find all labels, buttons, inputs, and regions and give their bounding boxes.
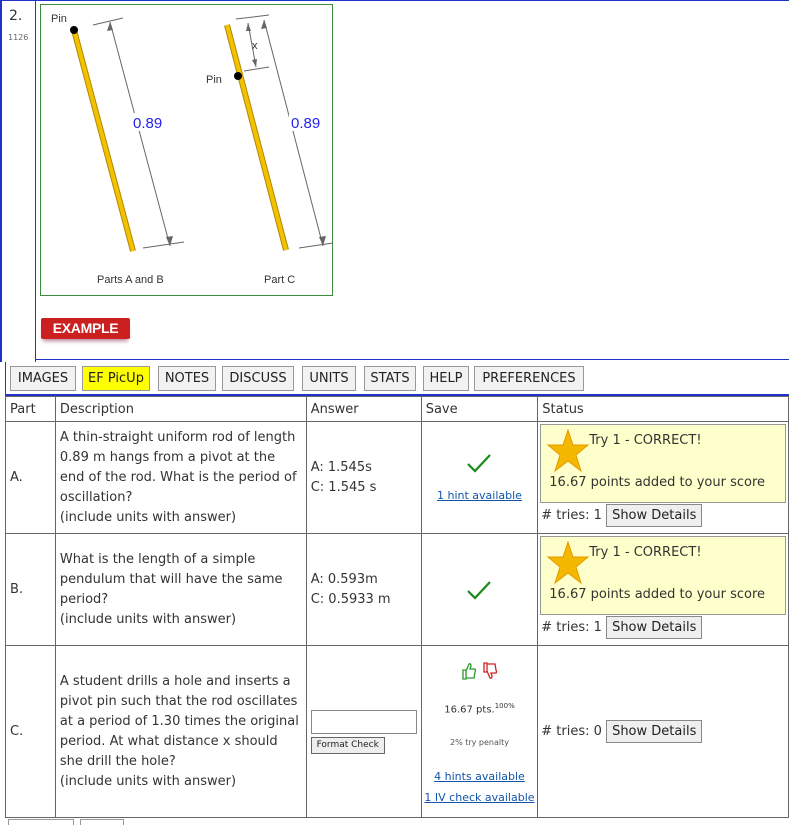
status-cell: [538, 534, 789, 646]
part-answer: [306, 422, 421, 534]
submitted-answer: A: 1.545s: [310, 459, 372, 475]
header-part: Part: [6, 397, 56, 422]
left-caption: Parts A and B: [97, 274, 164, 286]
try-result: Try 1 - CORRECT!: [589, 433, 702, 448]
status-cell: [538, 646, 789, 818]
tab-discuss[interactable]: DISCUSS: [222, 366, 294, 391]
hints-link[interactable]: 4 hints available: [434, 769, 525, 783]
description-text: What is the length of a simple pendulum that will have the same period?: [59, 551, 283, 607]
description-text: A thin-straight uniform rod of length 0.89 m hangs from a pivot at the end of the rod. What is the period of oscillation?: [59, 429, 297, 505]
correct-answer: C: 1.545 s: [310, 479, 377, 495]
right-pin-label: Pin: [206, 74, 222, 86]
correct-box: [540, 424, 786, 503]
thumbs-up-icon[interactable]: [461, 662, 477, 684]
pendulum-diagram: [41, 5, 334, 297]
tries-count: # tries: 1: [541, 620, 602, 635]
right-rod: [227, 25, 286, 250]
show-details-button[interactable]: Show Details: [606, 720, 702, 743]
points-added: 16.67 points added to your score: [549, 475, 766, 490]
x-label: x: [252, 40, 258, 52]
points-value: [422, 702, 538, 715]
tab-preferences[interactable]: PREFERENCES: [474, 366, 584, 391]
correct-answer: C: 0.5933 m: [310, 591, 391, 607]
points-amount: 16.67 pts.: [444, 704, 495, 716]
tab-help[interactable]: HELP: [423, 366, 469, 391]
units-note: (include units with answer): [59, 773, 237, 789]
part-label: C.: [6, 646, 56, 818]
status-cell: [538, 422, 789, 534]
frame-divider: [36, 359, 789, 360]
save-cell: [421, 422, 538, 534]
try-penalty: 2% try penalty: [449, 737, 509, 747]
try-result: Try 1 - CORRECT!: [589, 545, 702, 560]
tab-ef-picup[interactable]: EF PicUp: [82, 366, 150, 391]
header-status: Status: [538, 397, 789, 422]
example-button[interactable]: EXAMPLE: [41, 318, 130, 339]
left-pin-label: Pin: [51, 13, 67, 25]
table-row: [6, 534, 789, 646]
part-answer: [306, 534, 421, 646]
header-description: Description: [55, 397, 306, 422]
save-cell: [421, 646, 538, 818]
tab-stats[interactable]: STATS: [364, 366, 416, 391]
tries-count: # tries: 1: [541, 508, 602, 523]
tab-left-border: [5, 362, 6, 395]
format-check-button[interactable]: Format Check: [311, 737, 385, 754]
check-icon: [466, 579, 492, 601]
right-pin-dot: [234, 72, 242, 80]
tab-units[interactable]: UNITS: [302, 366, 356, 391]
save-cell: [421, 534, 538, 646]
units-note: (include units with answer): [59, 509, 237, 525]
answer-input[interactable]: [311, 710, 417, 734]
parts-table: [5, 396, 789, 818]
tries-row: [538, 503, 788, 531]
tries-count: # tries: 0: [541, 724, 602, 739]
points-added: 16.67 points added to your score: [549, 587, 766, 602]
star-icon: [547, 541, 589, 585]
show-details-button[interactable]: Show Details: [606, 616, 702, 639]
part-description: [55, 646, 306, 818]
part-label: B.: [6, 534, 56, 646]
correct-box: [540, 536, 786, 615]
right-caption: Part C: [264, 274, 296, 286]
check-icon: [466, 452, 492, 474]
part-label: A.: [6, 422, 56, 534]
part-description: [55, 422, 306, 534]
pendulum-figure: [40, 4, 333, 296]
left-length-value: 0.89: [133, 115, 163, 132]
tab-images[interactable]: IMAGES: [10, 366, 76, 391]
header-answer: Answer: [306, 397, 421, 422]
table-header-row: [6, 397, 789, 422]
table-row: [6, 646, 789, 818]
submitted-answer: A: 0.593m: [310, 571, 378, 587]
description-text: A student drills a hole and inserts a pivot pin such that the rod oscillates at a period of 1.30 times the original period. At what distance x should she drill the hole?: [59, 673, 299, 769]
right-length-value: 0.89: [291, 115, 321, 132]
table-row: [6, 422, 789, 534]
question-number: 2.: [9, 8, 23, 24]
star-icon: [547, 429, 589, 473]
question-id: 1126: [8, 33, 29, 42]
part-answer: [306, 646, 421, 818]
bottom-edge-fragment: [8, 819, 123, 825]
units-note: (include units with answer): [59, 611, 237, 627]
tries-row: [538, 615, 788, 643]
show-details-button[interactable]: Show Details: [606, 504, 702, 527]
hint-link[interactable]: 1 hint available: [437, 489, 522, 502]
iv-check-link[interactable]: 1 IV check available: [424, 790, 535, 804]
left-pin-dot: [70, 26, 78, 34]
question-number-column: [2, 0, 36, 362]
points-percent: 100%: [494, 702, 515, 711]
part-description: [55, 534, 306, 646]
header-save: Save: [421, 397, 538, 422]
tab-notes[interactable]: NOTES: [158, 366, 216, 391]
left-rod: [74, 30, 133, 251]
thumbs-down-icon[interactable]: [482, 662, 498, 684]
